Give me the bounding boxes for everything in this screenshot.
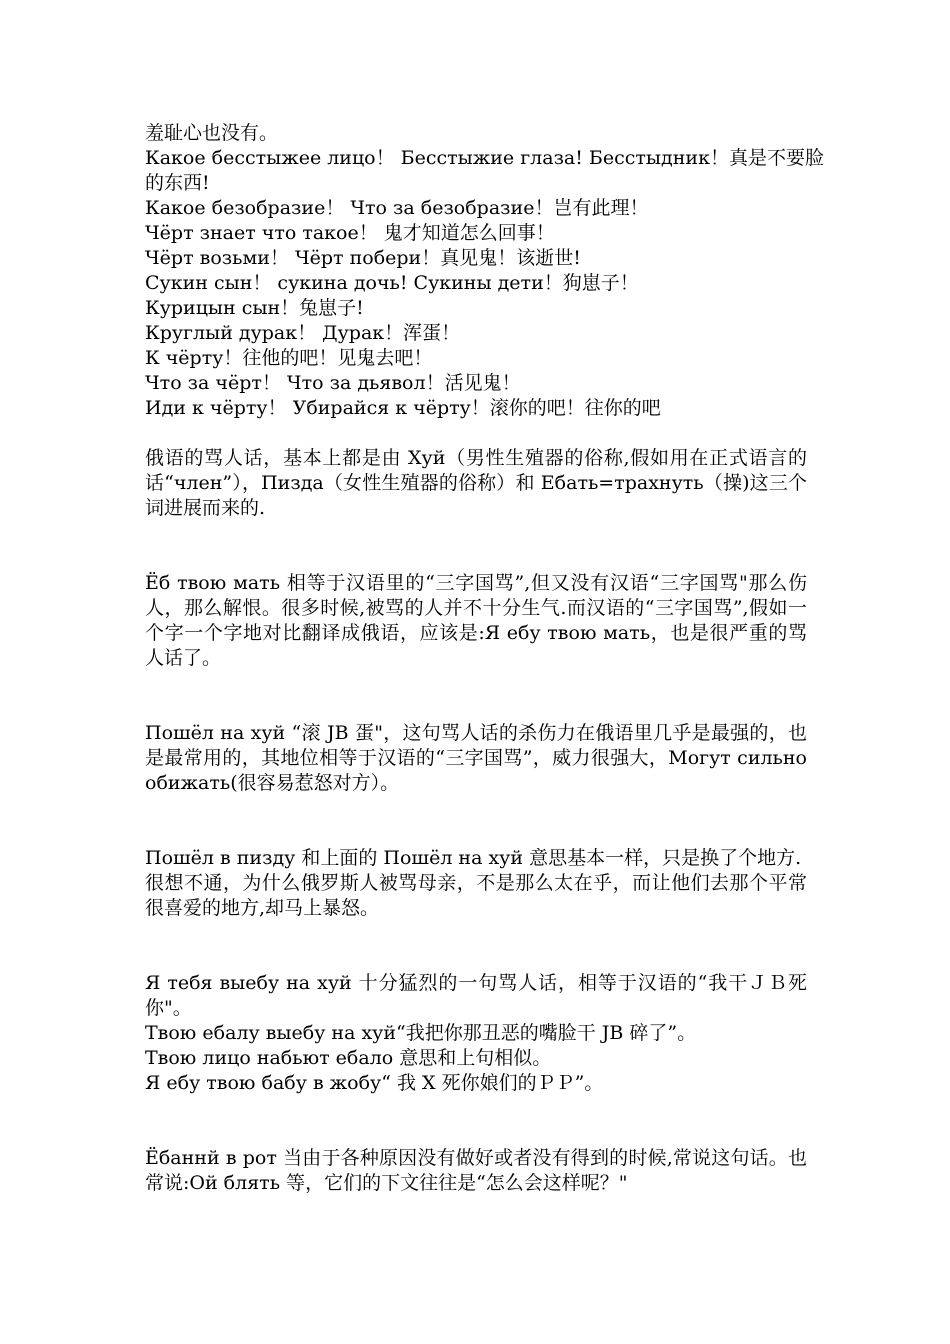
spacer — [145, 796, 807, 846]
phrase-line: Сукин сын！ сукина дочь! Сукины дети！狗崽子！ — [145, 272, 639, 294]
phrase-line: К чёрту！往他的吧！见鬼去吧！ — [145, 347, 433, 369]
phrase-line: 的东西! — [145, 172, 210, 194]
phrase-line: Чёрт возьми！ Чёрт побери！真见鬼！该逝世! — [145, 247, 581, 269]
section-paragraph: Ёб твою мать 相等于汉语里的“三字国骂”,但又没有汉语“三字国骂"那么伤人，那么解恨。很多时候,被骂的人并不十分生气.而汉语的“三字国骂”,假如一个字一个字地对比翻译成俄语，应该是:Я ебу твою мать，也是很严重的骂人话了。 — [145, 572, 807, 669]
phrase-line: Какое бесстыжее лицо！ Бесстыжие глаза! Бесстыдник！真是不要脸 — [145, 147, 824, 169]
section-line: Твою ебалу выебу на хуй“我把你那丑恶的嘴脸干 JB 碎了”。 — [145, 1022, 697, 1044]
section-paragraph: Пошёл в пизду 和上面的 Пошёл на хуй 意思基本一样，只是换了个地方. — [145, 847, 802, 869]
spacer — [145, 521, 807, 571]
section-paragraph: Пошёл на хуй “滚 JB 蛋"，这句骂人话的杀伤力在俄语里几乎是最强的，也是最常用的，其地位相等于汉语的“三字国骂”，威力很强大，Могут сильно обижать(很容易惹怒对方）。 — [145, 722, 807, 794]
phrase-line: 羞耻心也没有。 — [145, 122, 279, 144]
spacer — [145, 1096, 807, 1146]
spacer — [145, 921, 807, 971]
phrase-line: Курицын сын！兔崽子! — [145, 297, 364, 319]
spacer — [145, 421, 807, 446]
document-page — [145, 121, 824, 1196]
section-paragraph: 很想不通，为什么俄罗斯人被骂母亲，不是那么太在乎，而让他们去那个平常很喜爱的地方,却马上暴怒。 — [145, 872, 807, 919]
section-line: Твою лицо набьют ебало 意思和上句相似。 — [145, 1047, 552, 1069]
phrase-line: Круглый дурак！ Дурак！浑蛋！ — [145, 322, 461, 344]
spacer — [145, 671, 807, 721]
phrase-line: Что за чёрт！ Что за дьявол！活见鬼！ — [145, 372, 521, 394]
section-paragraph: Я тебя выебу на хуй 十分猛烈的一句骂人话，相等于汉语的“我干ＪＢ死你"。 — [145, 972, 807, 1019]
phrase-line: Какое безобразие！ Что за безобразие！岂有此理！ — [145, 197, 649, 219]
section-paragraph: Ёбаннй в рот 当由于各种原因没有做好或者没有得到的时候,常说这句话。也常说:Ой блять 等，它们的下文往往是“怎么会这样呢？" — [145, 1147, 807, 1194]
section-line: Я ебу твою бабу в жобу“ 我 X 死你娘们的ＰＰ”。 — [145, 1072, 604, 1094]
phrase-list — [145, 121, 824, 421]
phrase-line: Чёрт знает что такое！ 鬼才知道怎么回事！ — [145, 222, 555, 244]
intro-paragraph: 俄语的骂人话，基本上都是由 Хуй（男性生殖器的俗称,假如用在正式语言的话“член”），Пизда（女性生殖器的俗称）和 Ебать=трахнуть（操)这三个词进展而来的. — [145, 447, 807, 519]
phrase-line: Иди к чёрту！ Убирайся к чёрту！滚你的吧！往你的吧 — [145, 397, 661, 419]
